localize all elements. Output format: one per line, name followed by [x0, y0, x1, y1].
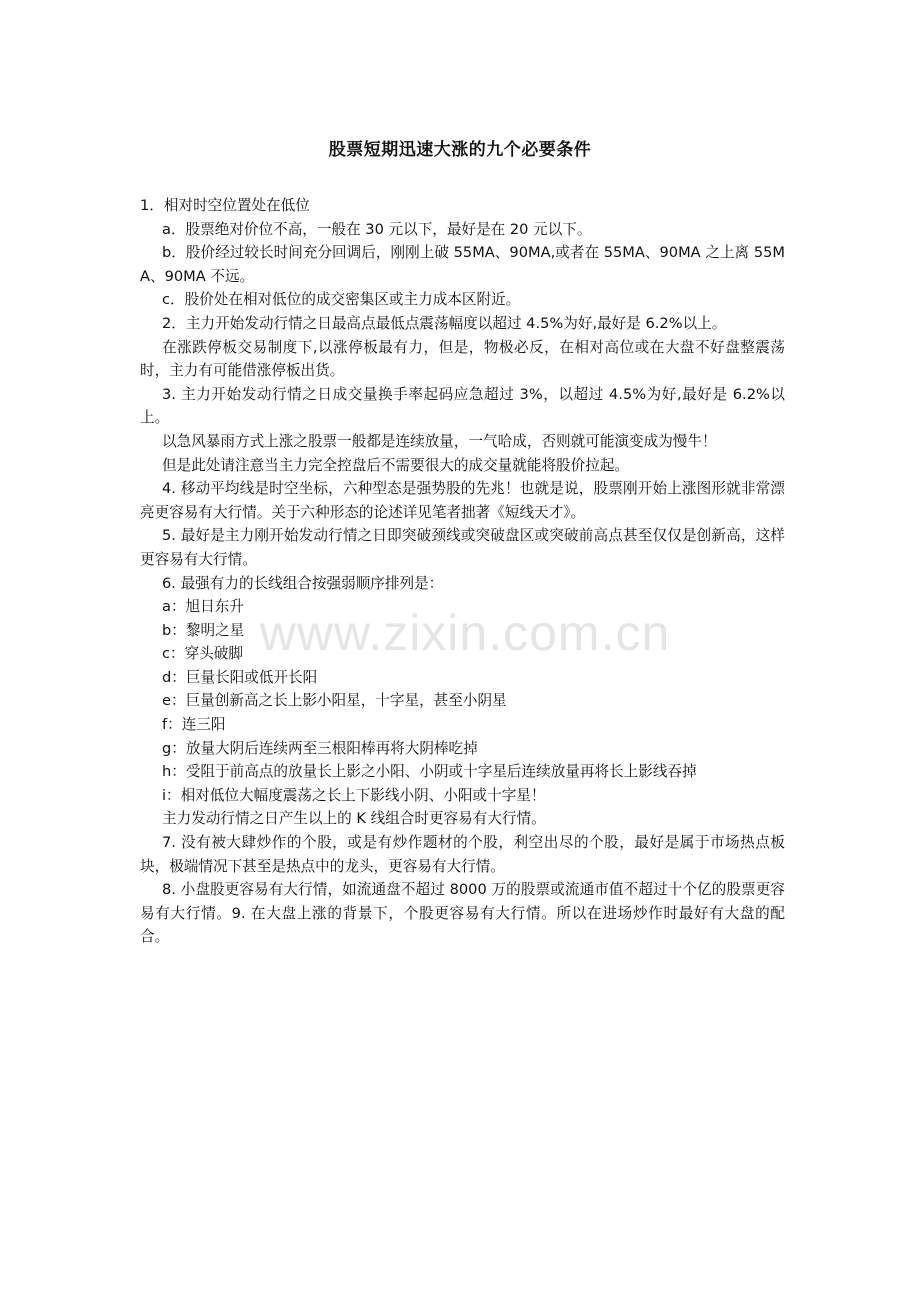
list-item-6d: d：巨量长阳或低开长阳 [162, 668, 318, 686]
list-item-6g: g：放量大阴后连续两至三根阳棒再将大阴棒吃掉 [162, 739, 478, 757]
paragraph-1c: c．股价处在相对低位的成交密集区或主力成本区附近。 [162, 291, 521, 309]
list-item-6e: e：巨量创新高之长上影小阳星，十字星，甚至小阴星 [162, 692, 507, 710]
paragraph-3: 3. 主力开始发动行情之日成交量换手率起码应急超过 3%，以超过 4.5%为好,最好是 6.2%以上。 [140, 385, 785, 427]
paragraph-8-9: 8. 小盘股更容易有大行情，如流通盘不超过 8000 万的股票或流通市值不超过十个亿的股票更容易有大行情。9. 在大盘上涨的背景下，个股更容易有大行情。所以在进场炒作时最好有大盘的配合。 [140, 881, 785, 946]
paragraph-6-summary: 主力发动行情之日产生以上的 K 线组合时更容易有大行情。 [162, 810, 546, 828]
section-heading-1: 1．相对时空位置处在低位 [140, 197, 310, 214]
paragraph-5: 5. 最好是主力刚开始发动行情之日即突破颈线或突破盘区或突破前高点甚至仅仅是创新高，这样更容易有大行情。 [140, 527, 785, 568]
list-item-6a: a：旭日东升 [162, 598, 244, 616]
paragraph-1a: a．股票绝对价位不高，一般在 30 元以下，最好是在 20 元以下。 [162, 220, 592, 238]
paragraph-3-note-b: 但是此处请注意当主力完全控盘后不需要很大的成交量就能将股价拉起。 [162, 456, 630, 474]
paragraph-4: 4. 移动平均线是时空坐标，六种型态是强势股的先兆！也就是说，股票刚开始上涨图形就非常漂亮更容易有大行情。关于六种形态的论述详见笔者拙著《短线天才》。 [140, 480, 785, 521]
paragraph-2: 2．主力开始发动行情之日最高点最低点震荡幅度以超过 4.5%为好,最好是 6.2%以上。 [162, 314, 727, 332]
list-item-6h: h：受阻于前高点的放量长上影之小阳、小阴或十字星后连续放量再将长上影线吞掉 [162, 763, 697, 781]
list-item-6i: i：相对低位大幅度震荡之长上下影线小阴、小阳或十字星！ [162, 786, 546, 804]
document-body [140, 194, 785, 949]
paragraph-3-note-a: 以急风暴雨方式上涨之股票一般都是连续放量，一气哈成，否则就可能演变成为慢牛！ [162, 432, 717, 450]
list-item-6b: b：黎明之星 [162, 621, 245, 639]
document-title: 股票短期迅速大涨的九个必要条件 [328, 140, 592, 160]
paragraph-2-note: 在涨跌停板交易制度下,以涨停板最有力，但是，物极必反，在相对高位或在大盘不好盘整震荡时，主力有可能借涨停板出货。 [140, 338, 785, 380]
list-item-6c: c：穿头破脚 [162, 645, 243, 663]
paragraph-6: 6. 最强有力的长线组合按强弱顺序排列是： [162, 574, 444, 592]
paragraph-7: 7. 没有被大肆炒作的个股，或是有炒作题材的个股，利空出尽的个股，最好是属于市场热点板块，极端情况下甚至是热点中的龙头，更容易有大行情。 [140, 834, 785, 875]
paragraph-1b: b．股价经过较长时间充分回调后，刚刚上破 55MA、90MA,或者在 55MA、90MA 之上离 55MA、90MA 不远。 [140, 244, 785, 285]
watermark-text: www.zixin.com.cn [259, 605, 671, 661]
list-item-6f: f：连三阳 [162, 716, 226, 734]
